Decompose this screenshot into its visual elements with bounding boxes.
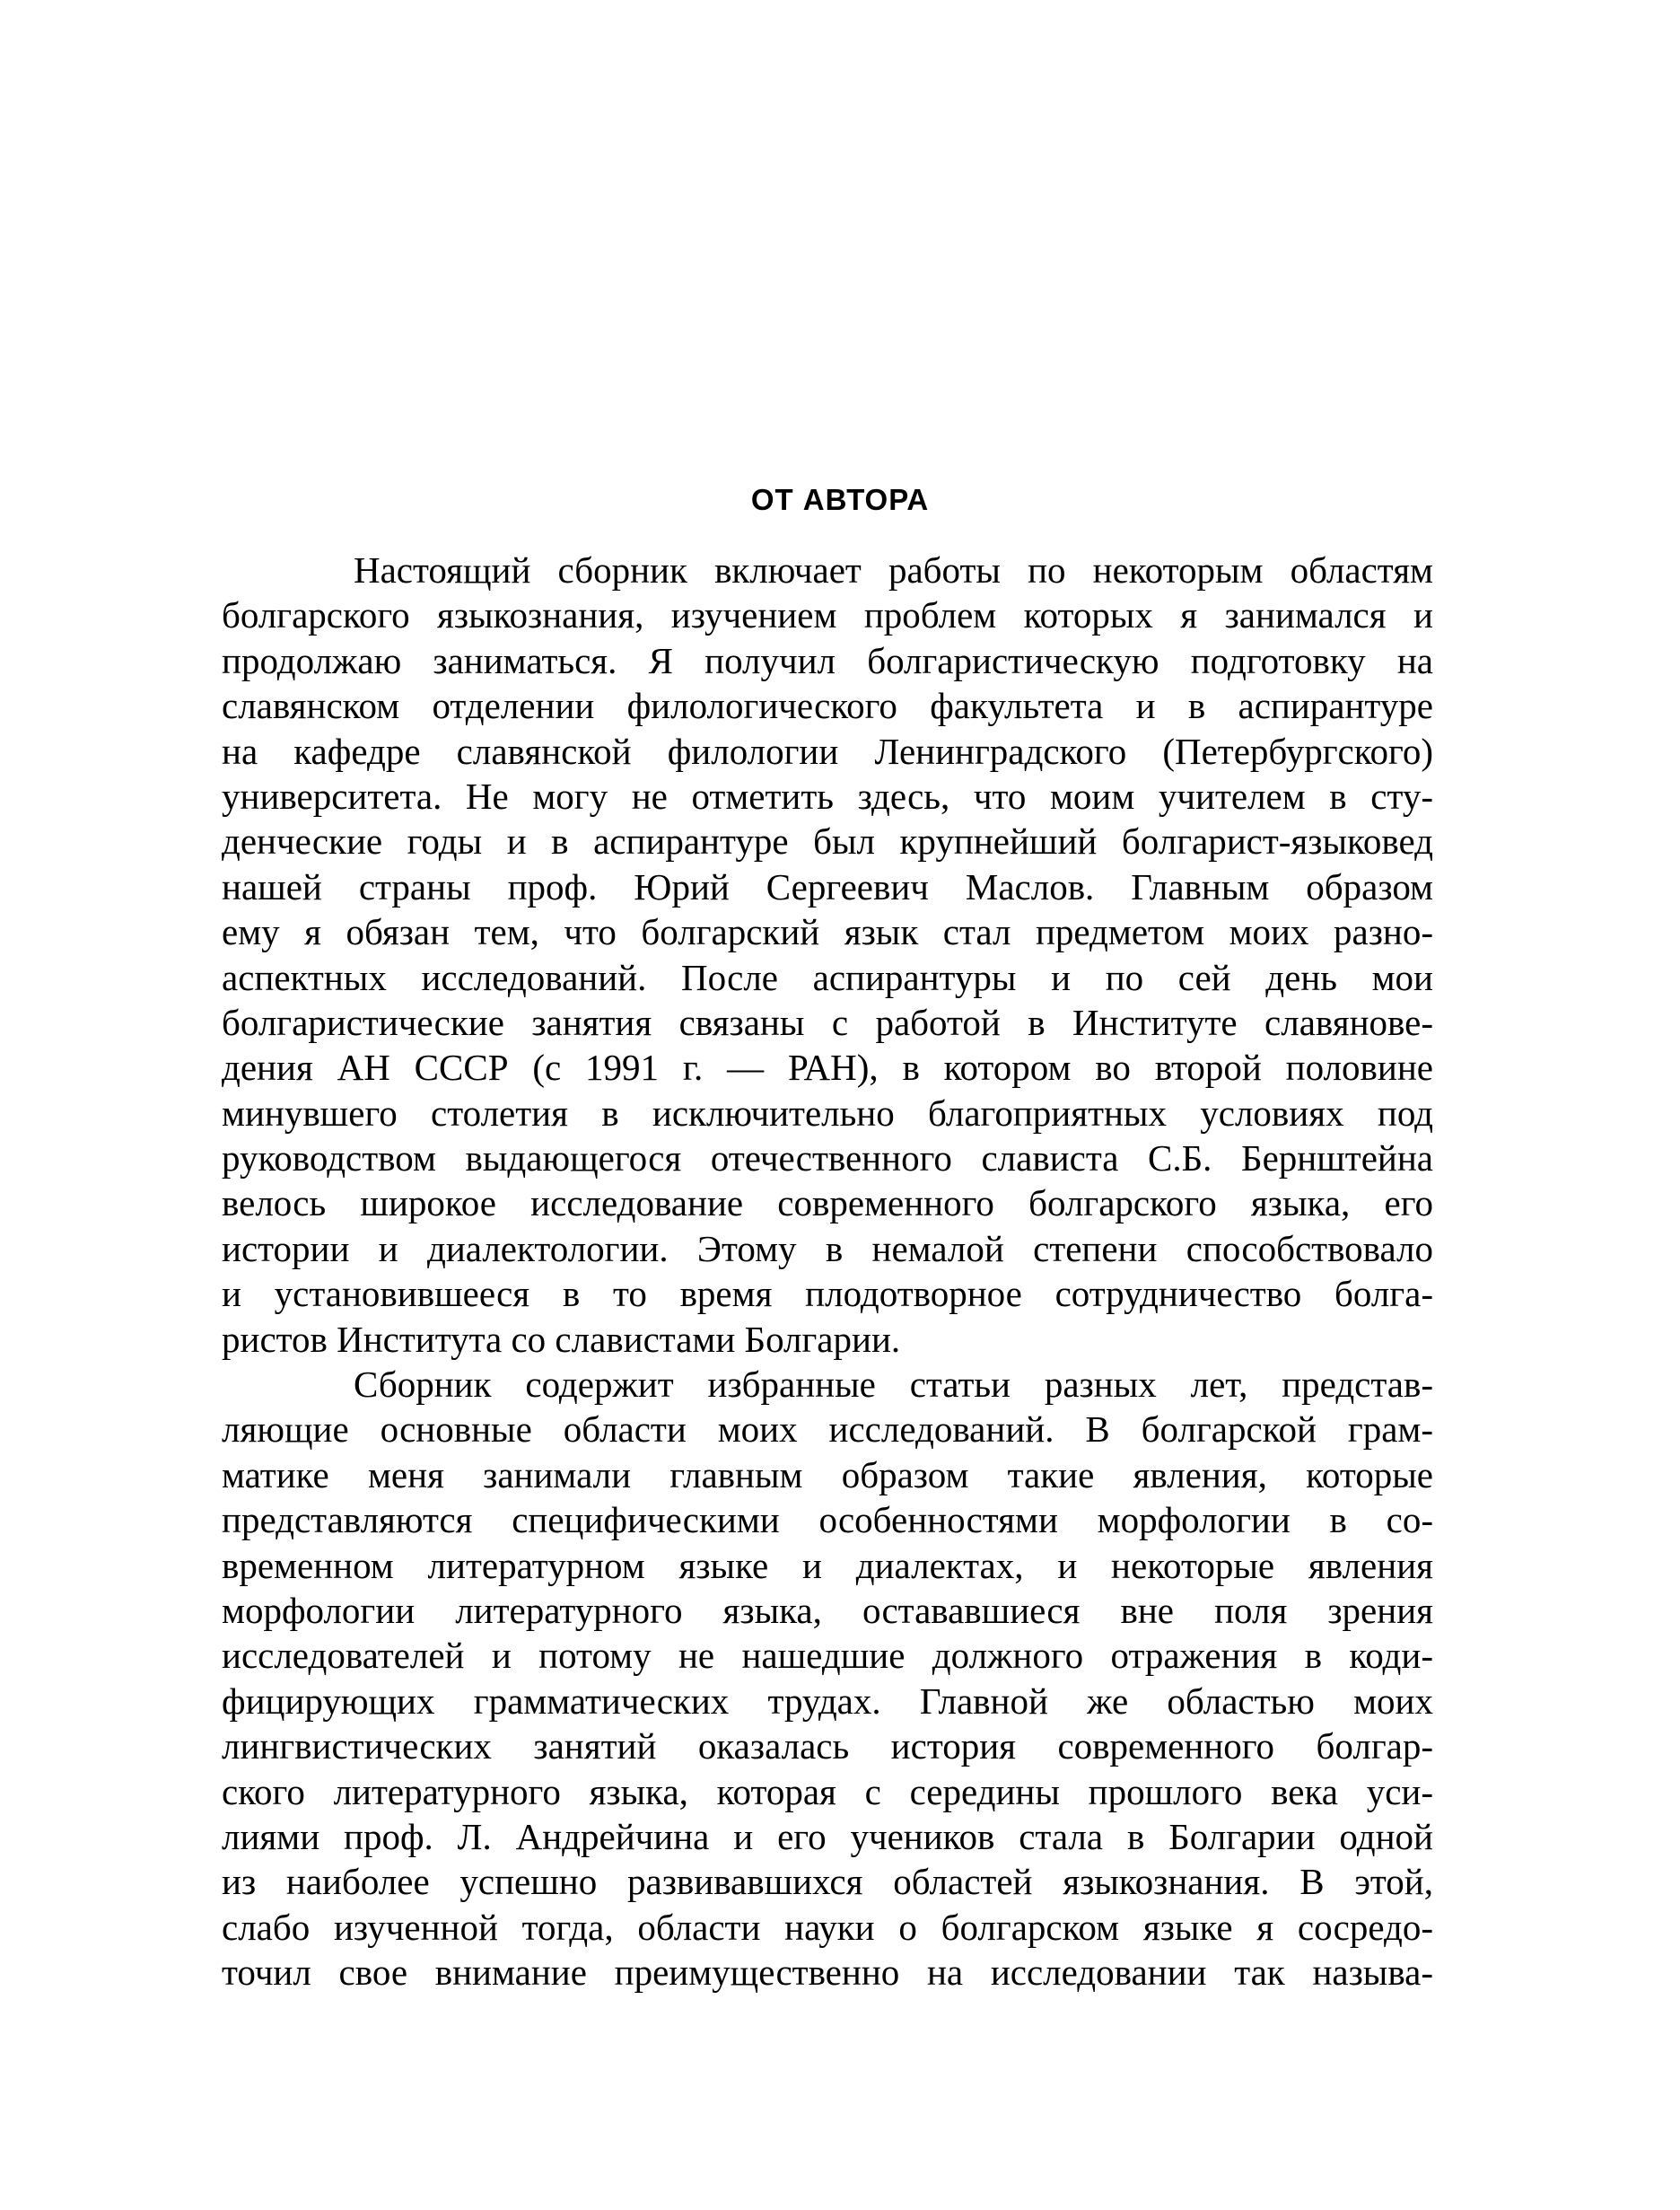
text-line: лингвистических занятий оказалась история современного болгар- xyxy=(222,1725,1433,1767)
text-line: дения АН СССР (с 1991 г. — РАН), в котором во второй половине xyxy=(222,1047,1433,1089)
text-line: истории и диалектологии. Этому в немалой степени способствовало xyxy=(222,1227,1433,1269)
text-line: слабо изученной тогда, области науки о болгарском языке я сосредо- xyxy=(222,1906,1433,1948)
text-line: лиями проф. Л. Андрейчина и его учеников стала в Болгарии одной xyxy=(222,1815,1433,1857)
text-line: Настоящий сборник включает работы по некоторым областям xyxy=(354,549,1433,591)
text-line: минувшего столетия в исключительно благоприятных условиях под xyxy=(222,1092,1433,1134)
page-title: ОТ АВТОРА xyxy=(750,483,930,516)
text-line: матике меня занимали главным образом такие явления, которые xyxy=(222,1453,1433,1495)
text-line: фицирующих грамматических трудах. Главной же областью моих xyxy=(222,1679,1433,1722)
text-line: ему я обязан тем, что болгарский язык стал предметом моих разно- xyxy=(222,911,1433,953)
text-line: и установившееся в то время плодотворное сотрудничество болга- xyxy=(222,1273,1433,1315)
text-line: нашей страны проф. Юрий Сергеевич Маслов. Главным образом xyxy=(222,865,1433,908)
text-line: ского литературного языка, которая с середины прошлого века уси- xyxy=(222,1770,1433,1812)
text-line: болгарского языкознания, изучением проблем которых я занимался и xyxy=(222,594,1433,636)
body-text xyxy=(222,548,1433,1995)
text-line: ристов Института со славистами Болгарии. xyxy=(222,1318,901,1360)
text-line: аспектных исследований. После аспирантуры и по сей день мои xyxy=(222,956,1433,998)
text-line: продолжаю заниматься. Я получил болгаристическую подготовку на xyxy=(222,639,1433,681)
text-line: временном литературном языке и диалектах, и некоторые явления xyxy=(222,1544,1433,1586)
text-line: ляющие основные области моих исследований. В болгарской грам- xyxy=(222,1408,1433,1451)
text-line: университета. Не могу не отметить здесь, что моим учителем в сту- xyxy=(222,775,1433,817)
text-line: болгаристические занятия связаны с работой в Институте славянове- xyxy=(222,1001,1433,1043)
text-line: представляются специфическими особенностями морфологии в со- xyxy=(222,1499,1433,1541)
text-line: славянском отделении филологического факультета и в аспирантуре xyxy=(222,685,1433,727)
text-line: руководством выдающегося отечественного слависта С.Б. Бернштейна xyxy=(222,1137,1433,1180)
text-line: исследователей и потому не нашедшие должного отражения в коди- xyxy=(222,1635,1433,1677)
text-line: на кафедре славянской филологии Ленинградского (Петербургского) xyxy=(222,730,1433,772)
text-line: из наиболее успешно развивавшихся областей языкознания. В этой, xyxy=(222,1861,1433,1903)
text-line: точил свое внимание преимущественно на исследовании так называ- xyxy=(222,1951,1433,1994)
text-line: денческие годы и в аспирантуре был крупнейший болгарист-языковед xyxy=(222,820,1433,863)
text-line: морфологии литературного языка, остававшиеся вне поля зрения xyxy=(222,1589,1433,1631)
text-line: велось широкое исследование современного болгарского языка, его xyxy=(222,1182,1433,1224)
text-line: Сборник содержит избранные статьи разных лет, представ- xyxy=(354,1364,1433,1406)
